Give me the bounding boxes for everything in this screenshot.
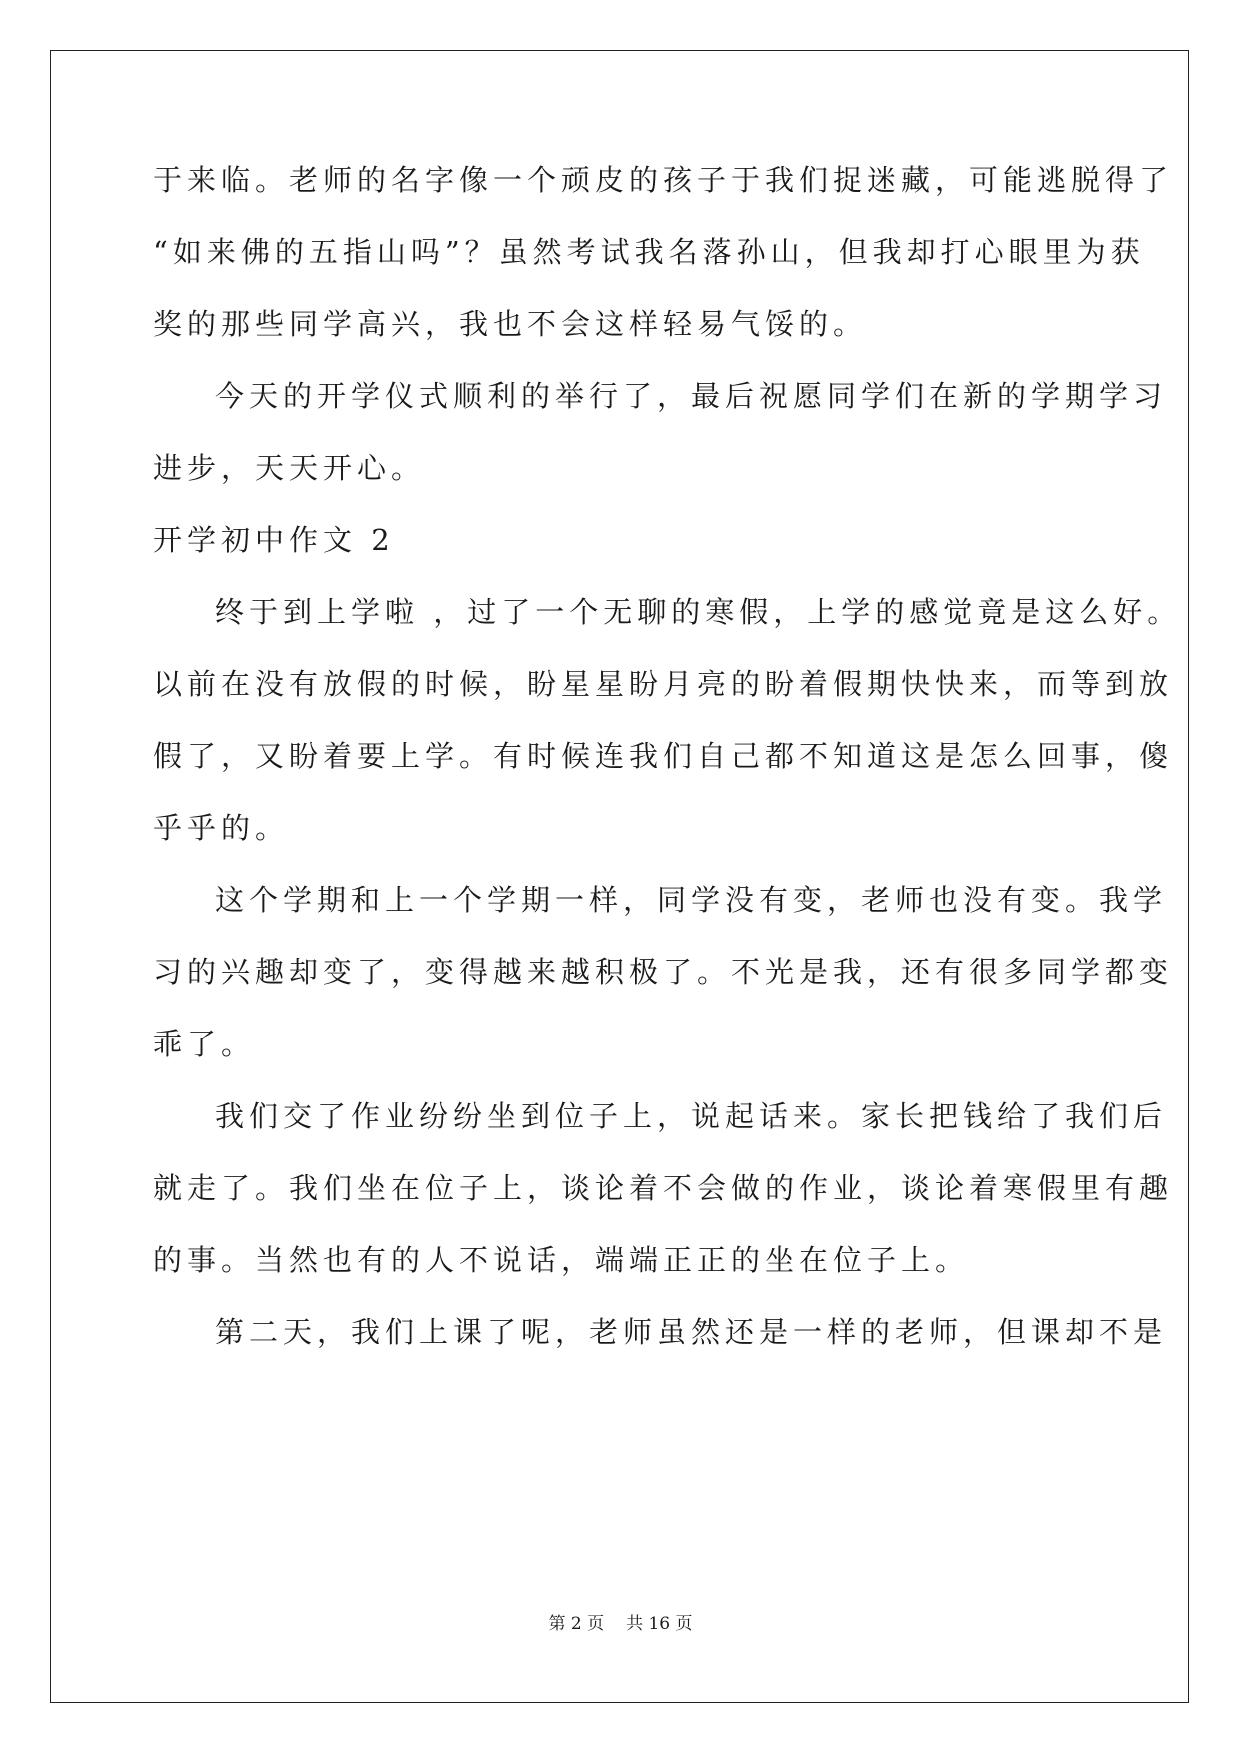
paragraph-first-line: 终于到上学啦 ，过了一个无聊的寒假，上学的感觉竟是这么好。 [215,595,1182,629]
text-line: 进步，天天开心。 [153,451,426,485]
text-line: 就走了。我们坐在位子上，谈论着不会做的作业，谈论着寒假里有趣 [153,1171,1174,1205]
text-line: 奖的那些同学高兴，我也不会这样轻易气馁的。 [153,307,868,341]
page-footer [0,1612,1241,1636]
paragraph-first-line: 第二天，我们上课了呢，老师虽然还是一样的老师，但课却不是 [215,1315,1168,1349]
text-line: 的事。当然也有的人不说话，端端正正的坐在位子上。 [153,1243,970,1277]
text-line: 习的兴趣却变了，变得越来越积极了。不光是我，还有很多同学都变 [153,955,1174,989]
page-border [50,50,1189,1703]
section-heading: 开学初中作文 2 [153,523,395,557]
text-line: “如来佛的五指山吗”？虽然考试我名落孙山，但我却打心眼里为获 [153,235,1145,269]
text-line: 以前在没有放假的时候，盼星星盼月亮的盼着假期快快来，而等到放 [153,667,1174,701]
paragraph-first-line: 今天的开学仪式顺利的举行了，最后祝愿同学们在新的学期学习 [215,379,1168,413]
paragraph-first-line: 这个学期和上一个学期一样，同学没有变，老师也没有变。我学 [215,883,1168,917]
page-number: 第 2 页 [548,1614,605,1634]
text-line: 乎乎的。 [153,811,290,845]
paragraph-first-line: 我们交了作业纷纷坐到位子上，说起话来。家长把钱给了我们后 [215,1099,1168,1133]
text-line: 乖了。 [153,1027,256,1061]
text-line: 于来临。老师的名字像一个顽皮的孩子于我们捉迷藏，可能逃脱得了 [153,163,1174,197]
text-line: 假了，又盼着要上学。有时候连我们自己都不知道这是怎么回事，傻 [153,739,1174,773]
page-total: 共 16 页 [626,1614,693,1634]
